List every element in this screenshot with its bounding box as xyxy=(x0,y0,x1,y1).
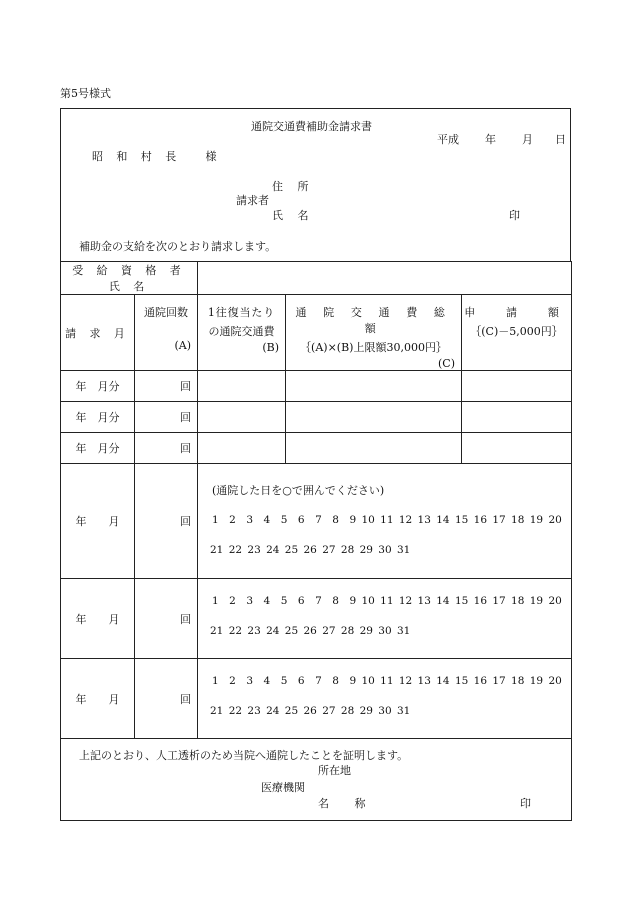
visits-cell[interactable]: 回 xyxy=(135,402,198,433)
calendar-row xyxy=(61,659,572,739)
calendar-visits-cell[interactable]: 回 xyxy=(135,464,198,579)
date-day: 日 xyxy=(555,133,566,146)
calendar-month-cell[interactable]: 年 月 xyxy=(61,464,135,579)
calendar-days-line1[interactable]: 1 2 3 4 5 6 7 8 9 10 11 12 13 14 15 16 17 18 19 20 xyxy=(212,514,562,526)
request-statement: 補助金の支給を次のとおり請求します。 xyxy=(79,240,277,253)
eligible-person-field[interactable] xyxy=(198,262,572,295)
certification-row xyxy=(61,739,572,821)
month-cell[interactable]: 年 月分 xyxy=(61,371,135,402)
calendar-visits-cell[interactable]: 回 xyxy=(135,579,198,659)
calendar-days-line2[interactable]: 21 22 23 24 25 26 27 28 29 30 31 xyxy=(210,544,411,556)
visits-cell[interactable]: 回 xyxy=(135,371,198,402)
calendar-days-cell xyxy=(198,579,572,659)
eligible-person-label-text: 受 給 資 格 者 氏 名 xyxy=(72,264,186,293)
header-fare-line2: の通院交通費 xyxy=(208,325,275,338)
institution-label: 医療機関 xyxy=(261,781,305,794)
date-era: 平成 xyxy=(437,133,459,146)
calendar-visits-cell[interactable]: 回 xyxy=(135,659,198,739)
certification-name-label: 名 称 xyxy=(318,797,377,810)
applicant-seal: 印 xyxy=(509,209,520,222)
location-label: 所在地 xyxy=(318,764,351,777)
calendar-days-line1[interactable]: 1 2 3 4 5 6 7 8 9 10 11 12 13 14 15 16 17 18 19 20 xyxy=(212,595,562,607)
header-request xyxy=(462,295,572,371)
address-label: 住 所 xyxy=(272,180,314,193)
table-row xyxy=(61,402,572,433)
request-cell[interactable] xyxy=(462,402,572,433)
header-fare xyxy=(198,295,286,371)
header-request-line1: 申 請 額 xyxy=(464,306,569,319)
total-cell[interactable] xyxy=(286,402,462,433)
applicant-label: 請求者 xyxy=(236,194,269,207)
table-row xyxy=(61,371,572,402)
calendar-days-line2[interactable]: 21 22 23 24 25 26 27 28 29 30 31 xyxy=(210,705,411,717)
header-request-line2: ｛(C)－5,000円｝ xyxy=(470,325,563,338)
certification-seal: 印 xyxy=(520,797,531,810)
header-visits-text: 通院回数 xyxy=(144,306,188,319)
header-box xyxy=(60,108,571,261)
header-visits-code: (A) xyxy=(174,339,191,352)
month-cell[interactable]: 年 月分 xyxy=(61,402,135,433)
calendar-month-cell[interactable]: 年 月 xyxy=(61,579,135,659)
addressee: 昭 和 村 長 様 xyxy=(92,150,222,163)
certification-statement: 上記のとおり、人工透析のため当院へ通院したことを証明します。 xyxy=(79,749,409,762)
total-cell[interactable] xyxy=(286,371,462,402)
header-visits xyxy=(135,295,198,371)
fare-cell[interactable] xyxy=(198,371,286,402)
name-label: 氏 名 xyxy=(272,209,314,222)
header-month-text: 請 求 月 xyxy=(65,326,130,340)
calendar-row xyxy=(61,464,572,579)
form-number: 第5号様式 xyxy=(60,87,111,100)
calendar-month-cell[interactable]: 年 月 xyxy=(61,659,135,739)
request-cell[interactable] xyxy=(462,433,572,464)
header-month xyxy=(61,295,135,371)
eligible-person-label xyxy=(61,262,198,295)
header-total-line2: ｛(A)×(B)上限額30,000円｝ xyxy=(300,341,447,354)
calendar-days-line1[interactable]: 1 2 3 4 5 6 7 8 9 10 11 12 13 14 15 16 17 18 19 20 xyxy=(212,675,562,687)
calendar-row xyxy=(61,579,572,659)
header-total-line1: 通 院 交 通 費 総 額 xyxy=(295,306,452,335)
form-title: 通院交通費補助金請求書 xyxy=(251,120,372,133)
date-year: 年 xyxy=(485,133,496,146)
calendar-days-cell xyxy=(198,464,572,579)
header-fare-code: (B) xyxy=(262,341,279,354)
calendar-days-line2[interactable]: 21 22 23 24 25 26 27 28 29 30 31 xyxy=(210,625,411,637)
header-total-code: (C) xyxy=(438,357,455,370)
table-row xyxy=(61,433,572,464)
header-fare-line1: 1往復当たり xyxy=(207,306,276,319)
request-cell[interactable] xyxy=(462,371,572,402)
month-cell[interactable]: 年 月分 xyxy=(61,433,135,464)
fare-cell[interactable] xyxy=(198,433,286,464)
total-cell[interactable] xyxy=(286,433,462,464)
visits-cell[interactable]: 回 xyxy=(135,433,198,464)
header-total xyxy=(286,295,462,371)
date-month: 月 xyxy=(522,133,533,146)
calendar-days-cell xyxy=(198,659,572,739)
calendar-instruction: (通院した日を○で囲んでください) xyxy=(212,484,385,497)
request-table xyxy=(60,261,572,821)
certification-cell xyxy=(61,739,572,821)
fare-cell[interactable] xyxy=(198,402,286,433)
